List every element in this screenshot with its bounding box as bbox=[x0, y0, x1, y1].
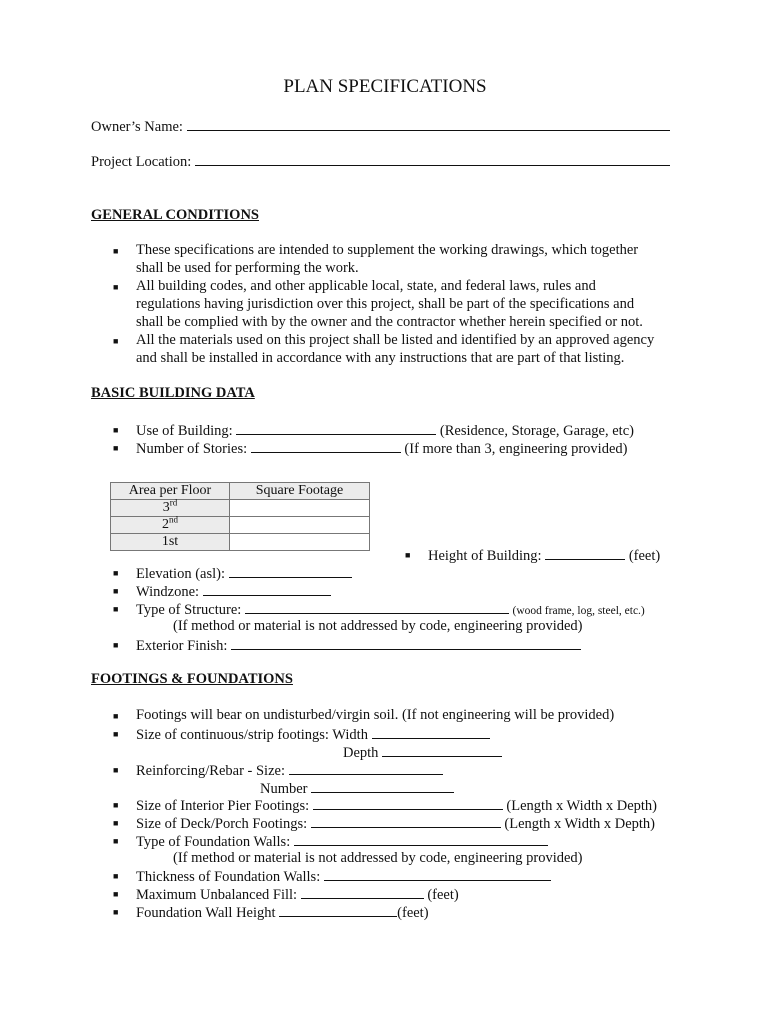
owner-name-label: Owner’s Name: bbox=[91, 119, 183, 135]
elevation-row bbox=[136, 564, 352, 583]
foundation-wall-height-row bbox=[136, 903, 429, 922]
floor-1st-label: 1st bbox=[111, 534, 230, 551]
bullet-icon: ■ bbox=[113, 425, 119, 435]
floor-1st-footage-field[interactable] bbox=[230, 534, 370, 551]
foundation-walls-type-label: Type of Foundation Walls: bbox=[136, 834, 291, 850]
page-title: PLAN SPECIFICATIONS bbox=[283, 76, 487, 97]
elevation-label: Elevation (asl): bbox=[136, 566, 225, 582]
foundation-thickness-label: Thickness of Foundation Walls: bbox=[136, 869, 321, 885]
strip-footings-depth-label: Depth bbox=[343, 745, 379, 761]
type-of-structure-note2: (If method or material is not addressed by code, engineering provided) bbox=[173, 618, 583, 634]
strip-footings-depth-row bbox=[343, 743, 502, 762]
strip-footings-width-row bbox=[136, 725, 490, 744]
unbalanced-fill-row bbox=[136, 885, 459, 904]
rebar-size-row bbox=[136, 761, 443, 780]
foundation-wall-height-unit: (feet) bbox=[397, 905, 429, 921]
strip-footings-width-field[interactable] bbox=[372, 725, 490, 739]
windzone-label: Windzone: bbox=[136, 584, 200, 600]
type-of-structure-field[interactable] bbox=[245, 600, 509, 614]
windzone-row bbox=[136, 582, 331, 601]
unbalanced-fill-label: Maximum Unbalanced Fill: bbox=[136, 887, 298, 903]
foundation-wall-height-label: Foundation Wall Height bbox=[136, 905, 276, 921]
use-of-building-label: Use of Building: bbox=[136, 423, 233, 439]
interior-pier-row bbox=[136, 796, 657, 815]
bullet-icon: ■ bbox=[113, 800, 119, 810]
strip-footings-width-label: Size of continuous/strip footings: Width bbox=[136, 727, 368, 743]
floor-3rd-label: 3rd bbox=[111, 500, 230, 517]
foundation-walls-type-field[interactable] bbox=[294, 832, 548, 846]
use-of-building-row bbox=[136, 421, 634, 440]
owner-name-field[interactable] bbox=[187, 117, 670, 131]
rebar-size-field[interactable] bbox=[289, 761, 443, 775]
owner-name-row bbox=[91, 117, 670, 136]
interior-pier-label: Size of Interior Pier Footings: bbox=[136, 798, 310, 814]
area-per-floor-header: Area per Floor bbox=[111, 483, 230, 500]
deck-porch-note: (Length x Width x Depth) bbox=[504, 816, 655, 832]
type-of-structure-row bbox=[136, 600, 645, 619]
rebar-number-label: Number bbox=[260, 781, 308, 797]
bullet-icon: ■ bbox=[113, 907, 119, 917]
general-b1-line2: shall be used for performing the work. bbox=[136, 260, 359, 276]
bullet-icon: ■ bbox=[113, 336, 119, 346]
general-conditions-heading: GENERAL CONDITIONS bbox=[91, 207, 259, 223]
square-footage-header: Square Footage bbox=[230, 483, 370, 500]
general-b3-line1: All the materials used on this project shall be listed and identified by an approved agency bbox=[136, 332, 655, 348]
general-b2-line2: regulations having jurisdiction over this project, shall be part of the specifications and bbox=[136, 296, 635, 312]
bullet-icon: ■ bbox=[113, 640, 119, 650]
number-of-stories-row bbox=[136, 439, 627, 458]
table-row bbox=[111, 517, 370, 534]
bullet-icon: ■ bbox=[113, 818, 119, 828]
area-per-floor-table bbox=[110, 482, 370, 551]
project-location-row bbox=[91, 152, 670, 171]
table-header-row bbox=[111, 483, 370, 500]
foundation-walls-type-row bbox=[136, 832, 548, 851]
elevation-field[interactable] bbox=[229, 564, 352, 578]
deck-porch-field[interactable] bbox=[311, 814, 501, 828]
height-of-building-row bbox=[428, 546, 660, 565]
bullet-icon: ■ bbox=[113, 765, 119, 775]
footings-bear-text: Footings will bear on undisturbed/virgin soil. (If not engineering will be provided) bbox=[136, 707, 615, 723]
exterior-finish-field[interactable] bbox=[231, 636, 581, 650]
type-of-structure-label: Type of Structure: bbox=[136, 602, 242, 618]
table-row bbox=[111, 534, 370, 551]
interior-pier-note: (Length x Width x Depth) bbox=[506, 798, 657, 814]
general-b2-line3: shall be complied with by the owner and the contractor whether herein specified or not. bbox=[136, 314, 643, 330]
floor-3rd-footage-field[interactable] bbox=[230, 500, 370, 517]
use-of-building-note: (Residence, Storage, Garage, etc) bbox=[439, 423, 634, 439]
bullet-icon: ■ bbox=[113, 836, 119, 846]
bullet-icon: ■ bbox=[113, 282, 119, 292]
table-row bbox=[111, 500, 370, 517]
use-of-building-field[interactable] bbox=[236, 421, 436, 435]
basic-building-data-heading: BASIC BUILDING DATA bbox=[91, 385, 255, 401]
interior-pier-field[interactable] bbox=[313, 796, 503, 810]
strip-footings-depth-field[interactable] bbox=[382, 743, 502, 757]
rebar-size-label: Reinforcing/Rebar - Size: bbox=[136, 763, 285, 779]
project-location-label: Project Location: bbox=[91, 154, 192, 170]
bullet-icon: ■ bbox=[113, 586, 119, 596]
type-of-structure-note: (wood frame, log, steel, etc.) bbox=[512, 605, 645, 617]
project-location-field[interactable] bbox=[195, 152, 670, 166]
footings-foundations-heading: FOOTINGS & FOUNDATIONS bbox=[91, 671, 293, 687]
general-b2-line1: All building codes, and other applicable local, state, and federal laws, rules and bbox=[136, 278, 596, 294]
unbalanced-fill-field[interactable] bbox=[301, 885, 424, 899]
foundation-wall-height-field[interactable] bbox=[279, 903, 397, 917]
general-b3-line2: and shall be installed in accordance with any instructions that are part of that listing. bbox=[136, 350, 625, 366]
bullet-icon: ■ bbox=[113, 711, 119, 721]
exterior-finish-row bbox=[136, 636, 581, 655]
deck-porch-row bbox=[136, 814, 655, 833]
general-b1-line1: These specifications are intended to supplement the working drawings, which together bbox=[136, 242, 639, 258]
rebar-number-field[interactable] bbox=[311, 779, 454, 793]
exterior-finish-label: Exterior Finish: bbox=[136, 638, 228, 654]
number-of-stories-label: Number of Stories: bbox=[136, 441, 248, 457]
height-of-building-field[interactable] bbox=[545, 546, 625, 560]
bullet-icon: ■ bbox=[405, 550, 411, 560]
bullet-icon: ■ bbox=[113, 443, 119, 453]
number-of-stories-field[interactable] bbox=[251, 439, 401, 453]
deck-porch-label: Size of Deck/Porch Footings: bbox=[136, 816, 308, 832]
height-of-building-label: Height of Building: bbox=[428, 548, 542, 564]
foundation-walls-note: (If method or material is not addressed by code, engineering provided) bbox=[173, 850, 583, 866]
foundation-thickness-field[interactable] bbox=[324, 867, 551, 881]
bullet-icon: ■ bbox=[113, 871, 119, 881]
bullet-icon: ■ bbox=[113, 729, 119, 739]
bullet-icon: ■ bbox=[113, 604, 119, 614]
floor-2nd-label: 2nd bbox=[111, 517, 230, 534]
unbalanced-fill-unit: (feet) bbox=[427, 887, 459, 903]
floor-2nd-footage-field[interactable] bbox=[230, 517, 370, 534]
number-of-stories-note: (If more than 3, engineering provided) bbox=[404, 441, 628, 457]
foundation-thickness-row bbox=[136, 867, 551, 886]
bullet-icon: ■ bbox=[113, 889, 119, 899]
bullet-icon: ■ bbox=[113, 568, 119, 578]
bullet-icon: ■ bbox=[113, 246, 119, 256]
windzone-field[interactable] bbox=[203, 582, 331, 596]
height-of-building-unit: (feet) bbox=[628, 548, 661, 564]
